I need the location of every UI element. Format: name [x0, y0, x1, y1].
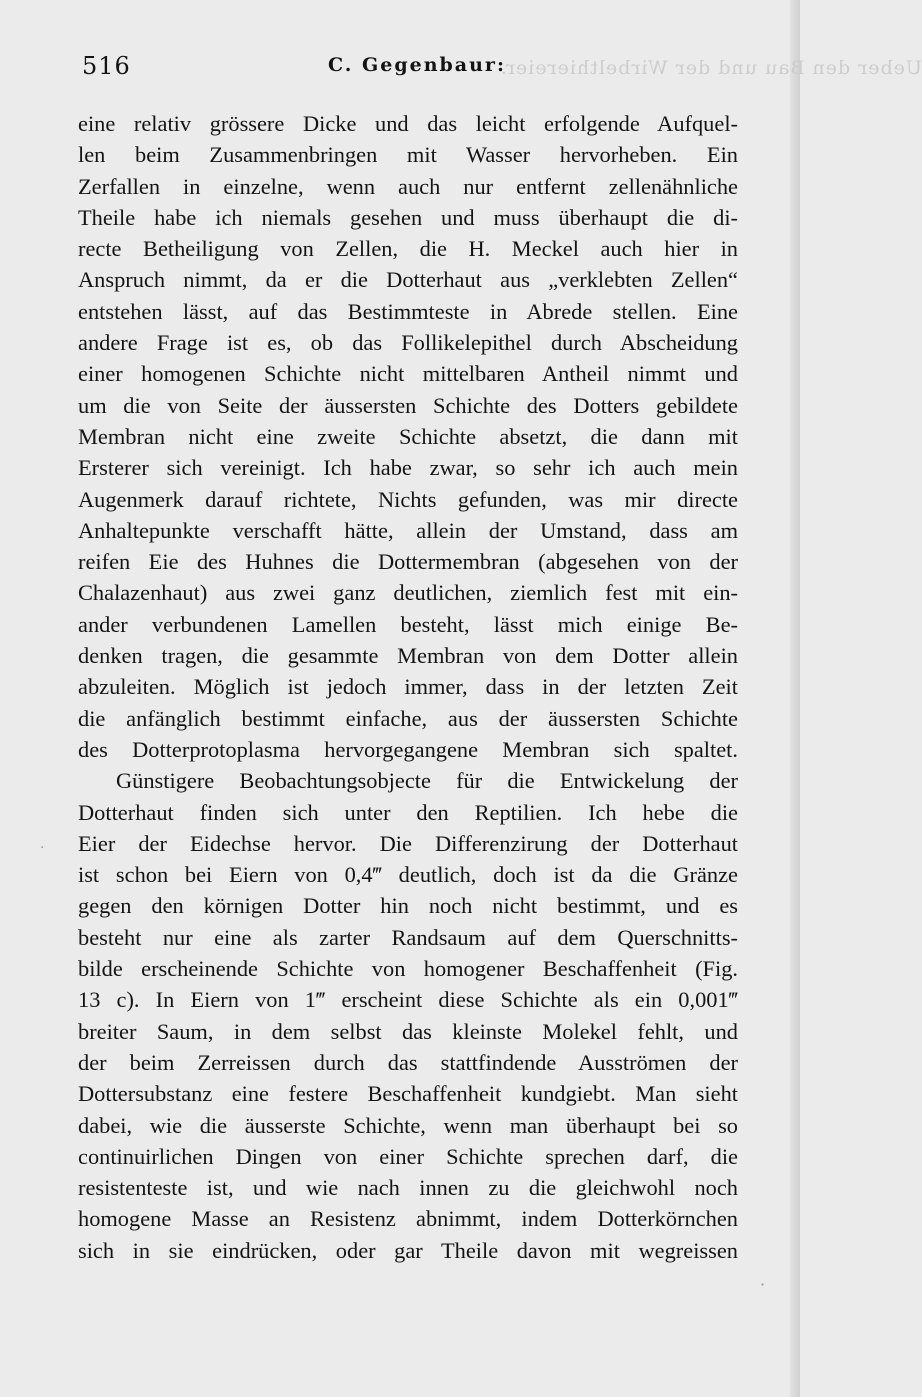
text-line: Chalazenhaut) aus zwei ganz deutlichen, ziemlich fest mit ein- — [78, 580, 738, 606]
text-line: Eier der Eidechse hervor. Die Differenzirung der Dotterhaut — [78, 830, 738, 856]
text-line: die anfänglich bestimmt einfache, aus der äussersten Schichte — [78, 705, 738, 731]
specks: · — [40, 840, 45, 856]
specks: · — [760, 1275, 766, 1294]
text-line: ist schon bei Eiern von 0,4‴ deutlich, doch ist da die Gränze — [78, 862, 738, 888]
text-line: der beim Zerreissen durch das stattfindende Ausströmen der — [78, 1049, 738, 1075]
text-line: recte Betheiligung von Zellen, die H. Meckel auch hier in — [78, 236, 738, 262]
text-line: des Dotterprotoplasma hervorgegangene Membran sich spaltet. — [78, 736, 738, 762]
text-line: Ersterer sich vereinigt. Ich habe zwar, so sehr ich auch mein — [78, 455, 738, 481]
text-line: len beim Zusammenbringen mit Wasser hervorheben. Ein — [78, 142, 738, 168]
text-line: breiter Saum, in dem selbst das kleinste Molekel fehlt, und — [78, 1018, 738, 1044]
text-line: bilde erscheinende Schichte von homogener Beschaffenheit (Fig. — [78, 956, 738, 982]
body-text — [78, 108, 738, 1266]
running-head: C. Gegenbaur: — [328, 54, 506, 76]
text-line: gegen den körnigen Dotter hin noch nicht bestimmt, und es — [78, 893, 738, 919]
text-line: besteht nur eine als zarter Randsaum auf dem Querschnitts- — [78, 924, 738, 950]
page-number: 516 — [82, 52, 131, 80]
text-line: abzuleiten. Möglich ist jedoch immer, dass in der letzten Zeit — [78, 674, 738, 700]
paragraph-1 — [78, 108, 738, 765]
bleed-through-text: Ueber den Bau und der Wirbelthiereier. — [500, 57, 922, 79]
text-line: Membran nicht eine zweite Schichte absetzt, die dann mit — [78, 423, 738, 449]
text-line: dabei, wie die äusserste Schichte, wenn man überhaupt bei so — [78, 1112, 738, 1138]
text-line: eine relativ grössere Dicke und das leicht erfolgende Aufquel- — [78, 111, 738, 136]
text-line: Anspruch nimmt, da er die Dotterhaut aus „verklebten Zellen“ — [78, 267, 738, 293]
paragraph-2 — [78, 765, 738, 1266]
text-line: continuirlichen Dingen von einer Schichte sprechen darf, die — [78, 1143, 738, 1169]
text-line: Augenmerk darauf richtete, Nichts gefunden, was mir directe — [78, 486, 738, 512]
text-line: homogene Masse an Resistenz abnimmt, indem Dotterkörnchen — [78, 1206, 738, 1232]
text-line: reifen Eie des Huhnes die Dottermembran (abgesehen von der — [78, 549, 738, 575]
text-line: Dottersubstanz eine festere Beschaffenheit kundgiebt. Man sieht — [78, 1081, 738, 1107]
text-line: einer homogenen Schichte nicht mittelbaren Antheil nimmt und — [78, 361, 738, 387]
page-header — [82, 52, 742, 88]
text-line: resistenteste ist, und wie nach innen zu die gleichwohl noch — [78, 1175, 738, 1201]
text-line: Anhaltepunkte verschafft hätte, allein der Umstand, dass am — [78, 517, 738, 543]
text-line: denken tragen, die gesammte Membran von dem Dotter allein — [78, 643, 738, 669]
text-line: um die von Seite der äussersten Schichte des Dotters gebildete — [78, 392, 738, 418]
text-line: sich in sie eindrücken, oder gar Theile davon mit wegreissen — [78, 1237, 738, 1263]
text-line: Zerfallen in einzelne, wenn auch nur entfernt zellenähnliche — [78, 173, 738, 199]
text-line: Günstigere Beobachtungsobjecte für die Entwickelung der — [116, 768, 738, 794]
text-line: andere Frage ist es, ob das Follikelepithel durch Abscheidung — [78, 330, 738, 356]
text-line: entstehen lässt, auf das Bestimmteste in Abrede stellen. Eine — [78, 298, 738, 324]
page-edge-shadow — [790, 0, 800, 1397]
text-line: Theile habe ich niemals gesehen und muss überhaupt die di- — [78, 204, 738, 230]
text-line: 13 c). In Eiern von 1‴ erscheint diese Schichte als ein 0,001‴ — [78, 987, 738, 1013]
text-line: Dotterhaut finden sich unter den Reptilien. Ich hebe die — [78, 799, 738, 825]
text-line: ander verbundenen Lamellen besteht, lässt mich einige Be- — [78, 611, 738, 637]
